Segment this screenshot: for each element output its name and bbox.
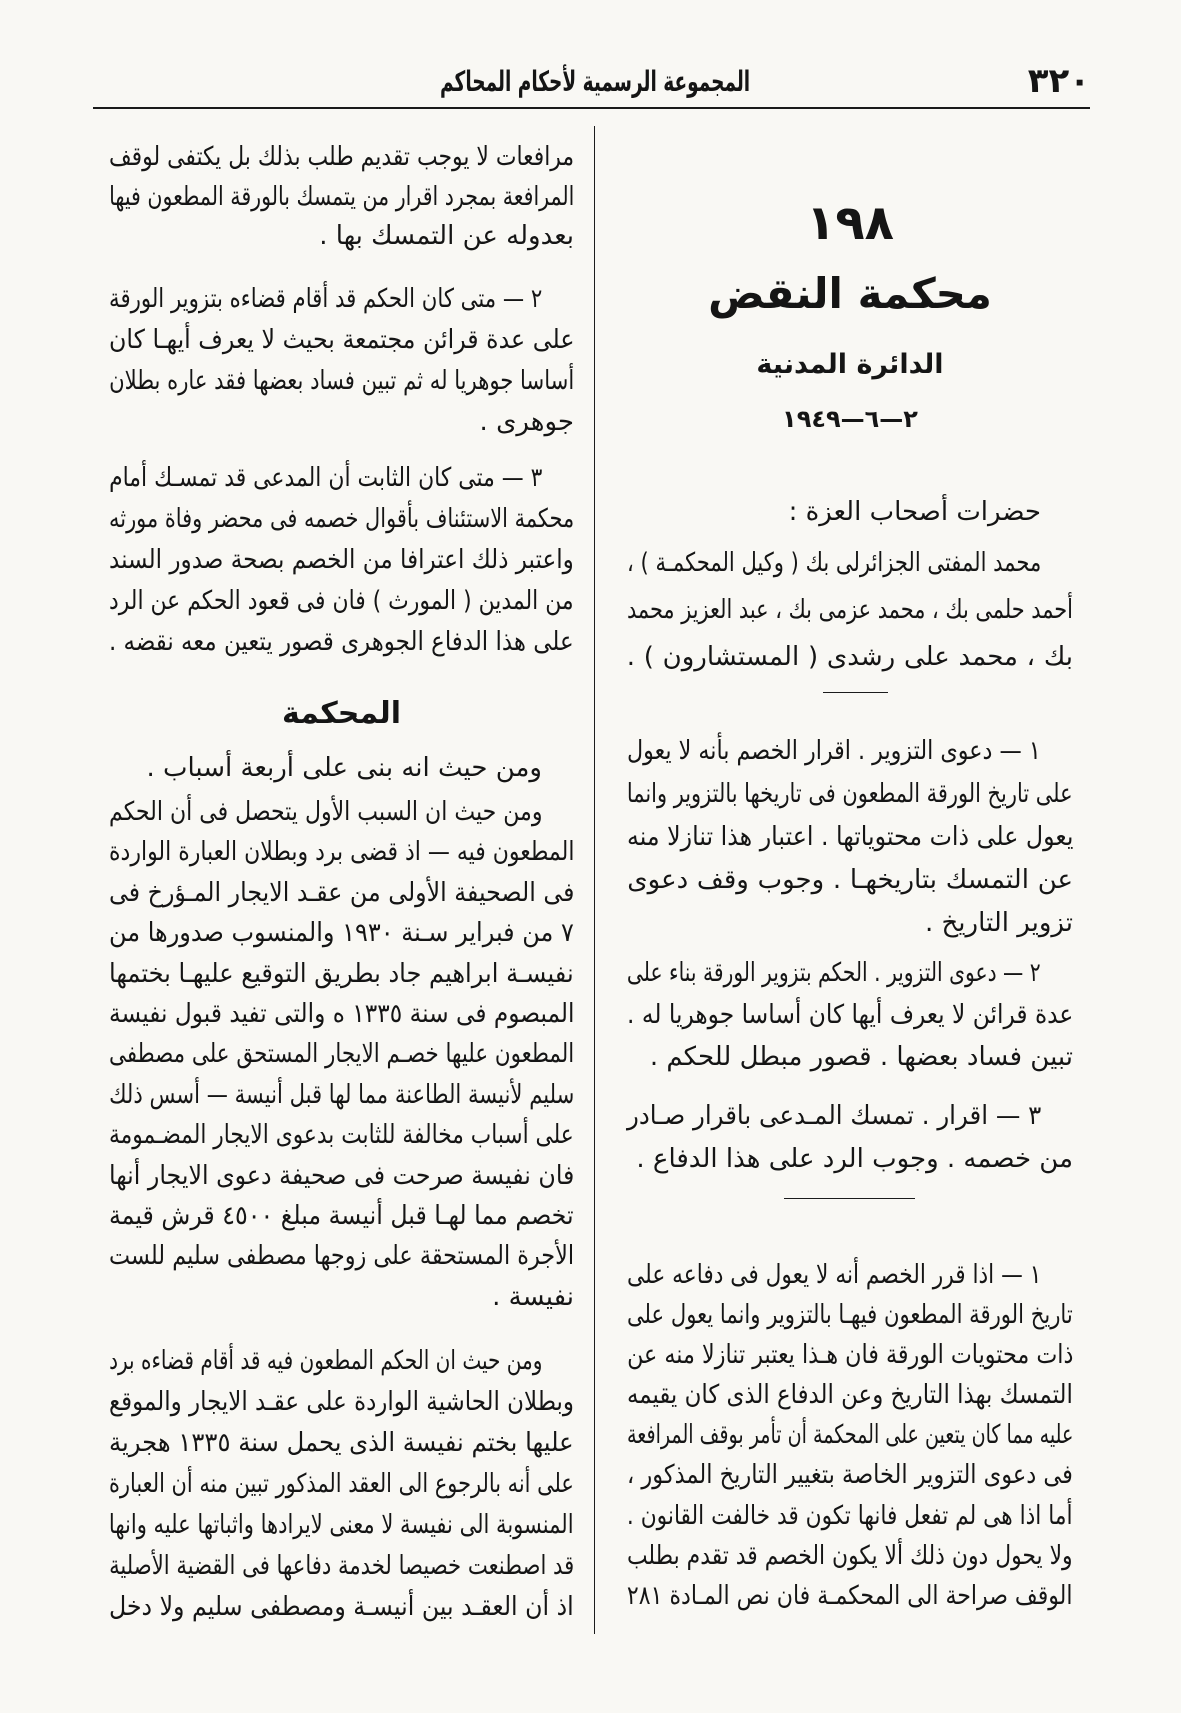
principle-1 (627, 1255, 1073, 1616)
judgment-line-6: قد اصطنعت خصيصا لخدمة دفاعها فى القضية الأصلية (108, 1551, 574, 1581)
summary-2-line-1: ٢ — دعوى التزوير . الحكم بتزوير الورقة بناء على (627, 958, 1041, 988)
summary-item-1 (627, 730, 1073, 945)
continuation-line-2: المرافعة بمجرد اقرار من يتمسك بالورقة المطعون فيها (108, 181, 574, 212)
principle-1-line-1: ١ — اذا قرر الخصم أنه لا يعول فى دفاعه على (626, 1260, 1041, 1290)
judgment-line-2: وبطلان الحاشية الواردة على عقـد الايجار والموقع (108, 1387, 574, 1417)
summary-2-line-3: تبين فساد بعضها . قصور مبطل للحكم . (649, 1042, 1073, 1072)
separator-rule (784, 1198, 915, 1199)
court-name-block (627, 266, 1073, 322)
panel-line-3: بك ، محمد على رشدى ( المستشارون ) . (626, 642, 1073, 672)
court-name: محكمة النقض (708, 269, 992, 318)
first-reason-line-6: المبصوم فى سنة ١٣٣٥ ه والتى تفيد قبول نفيسة (108, 999, 574, 1030)
principle-1-line-5: عليه مما كان يتعين على المحكمة أن تأمر بوقف المرافعة (626, 1420, 1073, 1451)
chamber-block (627, 345, 1073, 385)
summary-1-line-1: ١ — دعوى التزوير . اقرار الخصم بأنه لا يعول (627, 736, 1041, 766)
panel-line-1: محمد المفتى الجزائرلى بك ( وكيل المحكمـة ) ، (626, 548, 1041, 578)
case-number: ١٩٨ (806, 195, 894, 251)
first-reason-line-4: ٧ من فبراير سـنة ١٩٣٠ والمنسوب صدورها من (109, 918, 574, 949)
panel-members (627, 540, 1073, 681)
continuation-line-3: بعدوله عن التمسك بها . (319, 221, 574, 251)
reasons-intro-block (109, 748, 574, 788)
judgment-paragraph (109, 1341, 574, 1628)
summary-1-line-2: على تاريخ الورقة المطعون فى تاريخها بالتزوير وانما (627, 779, 1073, 809)
publication-title: المجموعة الرسمية لأحكام المحاكم (439, 65, 750, 98)
principle-1-line-3: ذات محتويات الورقة فان هـذا يعتبر تنازلا منه عن (626, 1340, 1073, 1371)
principle-3-line-2: محكمة الاستئناف بأقوال خصمه فى محضر وفاة مورثه (108, 504, 574, 534)
panel-heading-block (627, 492, 1073, 532)
first-reason-line-8: سليم لأنيسة الطاعنة مما لها قبل أنيسة — أسس ذلك (108, 1079, 574, 1110)
first-reason-line-9: على أسباب مخالفة للثابت بدعوى الايجار المضـمومة (109, 1120, 574, 1151)
first-reason-line-3: فى الصحيفة الأولى من عقـد الايجار المـؤرخ فى (108, 877, 574, 908)
first-reason-line-1: ومن حيث ان السبب الأول يتحصل فى أن الحكم (108, 797, 542, 827)
first-reason-line-7: المطعون عليها خصـم الايجار المستحق على مصطفى (108, 1039, 574, 1070)
principle-3 (109, 458, 574, 663)
principle-2 (109, 279, 574, 443)
reasons-intro: ومن حيث انه بنى على أربعة أسباب . (146, 753, 542, 783)
first-reason-line-11: تخصم مما لهـا قبل أنيسة مبلغ ٤٥٠٠ قرش قيمة (109, 1201, 574, 1232)
page-number: ٣٢٠ (1027, 61, 1090, 101)
first-reason-line-12: الأجرة المستحقة على زوجها مصطفى سليم للست (108, 1241, 574, 1272)
principle-2-line-3: أساسا جوهريا له ثم تبين فساد بعضها فقد عاره بطلان (108, 366, 574, 396)
column-divider (594, 126, 595, 1634)
judgment-line-4: على أنه بالرجوع الى العقد المذكور تبين منه أن العبارة (109, 1469, 574, 1499)
principle-3-line-4: من المدين ( المورث ) فان فى قعود الحكم عن الرد (109, 586, 574, 616)
panel-heading: حضرات أصحاب العزة : (788, 497, 1041, 527)
judgment-line-5: المنسوبة الى نفيسة لا معنى لايرادها واثباتها عليه وانها (109, 1510, 574, 1540)
judgment-line-1: ومن حيث ان الحكم المطعون فيه قد أقام قضاءه برد (108, 1346, 542, 1376)
running-header (440, 60, 750, 104)
decision-date: ٢—٦—١٩٤٩ (782, 405, 918, 433)
first-reason-line-2: المطعون فيه — اذ قضى برد وبطلان العبارة الواردة (108, 837, 574, 868)
principle-1-line-9: الوقف صراحة الى المحكمـة فان نص المـادة ٢٨١ (627, 1580, 1073, 1611)
case-number-block (627, 193, 1073, 253)
summary-item-3 (627, 1095, 1073, 1181)
principle-3-line-5: على هذا الدفاع الجوهرى قصور يتعين معه نقضه . (109, 627, 574, 657)
principle-1-line-6: فى دعوى التزوير الخاصة بتغيير التاريخ المذكور ، (627, 1460, 1073, 1491)
principle-2-line-1: ٢ — متى كان الحكم قد أقام قضاءه بتزوير الورقة (108, 284, 542, 314)
principle-2-line-2: على عدة قرائن مجتمعة بحيث لا يعرف أيهـا كان (108, 325, 574, 355)
first-reason-line-5: نفيسـة ابراهيم جاد بطريق التوقيع عليهـا بختمها (109, 958, 574, 989)
continuation-line-1: مرافعات لا يوجب تقديم طلب بذلك بل يكتفى لوقف (108, 142, 574, 172)
judgment-line-7: اذ أن العقـد بين أنيسـة ومصطفى سليم ولا دخل (109, 1592, 574, 1622)
summary-1-line-5: تزوير التاريخ . (924, 908, 1073, 938)
principle-1-line-8: ولا يحول دون ذلك ألا يكون الخصم قد تقدم بطلب (627, 1540, 1073, 1571)
summary-1-line-3: يعول على ذات محتوياتها . اعتبار هذا تنازلا منه (626, 822, 1073, 852)
court-heading: المحكمة (281, 696, 402, 731)
summary-3-line-2: من خصمه . وجوب الرد على هذا الدفاع . (636, 1144, 1073, 1174)
first-reason (109, 792, 574, 1317)
summary-item-2 (627, 952, 1073, 1078)
principle-3-line-3: واعتبر ذلك اعترافا من الخصم بصحة صدور السند (109, 545, 574, 575)
panel-line-2: أحمد حلمى بك ، محمد عزمى بك ، عبد العزيز محمد (627, 595, 1073, 625)
principle-1-line-4: التمسك بهذا التاريخ وعن الدفاع الذى كان يقيمه (627, 1380, 1073, 1411)
principle-3-line-1: ٣ — متى كان الثابت أن المدعى قد تمسـك أمام (108, 463, 542, 493)
judgment-line-3: عليها بختم نفيسة الذى يحمل سنة ١٣٣٥ هجرية (109, 1428, 574, 1458)
principle-2-line-4: جوهرى . (479, 407, 574, 437)
summary-1-line-4: عن التمسك بتاريخهـا . وجوب وقف دعوى (627, 865, 1073, 895)
summary-2-line-2: عدة قرائن لا يعرف أيها كان أساسا جوهريا له . (626, 1000, 1073, 1030)
header-rule (93, 107, 1090, 109)
first-reason-line-10: فان نفيسة صرحت فى صحيفة دعوى الايجار أنها (108, 1160, 574, 1191)
court-heading-block (109, 694, 574, 734)
principle-1-line-7: أما اذا هى لم تفعل فانها تكون قد خالفت القانون . (627, 1500, 1073, 1531)
short-separator-rule (823, 692, 888, 693)
date-block (627, 401, 1073, 437)
principle-1-line-2: تاريخ الورقة المطعون فيهـا بالتزوير وانما يعول على (627, 1300, 1073, 1331)
principle-1-continuation (109, 138, 574, 257)
chamber-name: الدائرة المدنية (756, 349, 944, 380)
summary-3-line-1: ٣ — اقرار . تمسك المـدعى باقرار صـادر (626, 1101, 1041, 1131)
first-reason-line-13: نفيسة . (492, 1281, 574, 1312)
